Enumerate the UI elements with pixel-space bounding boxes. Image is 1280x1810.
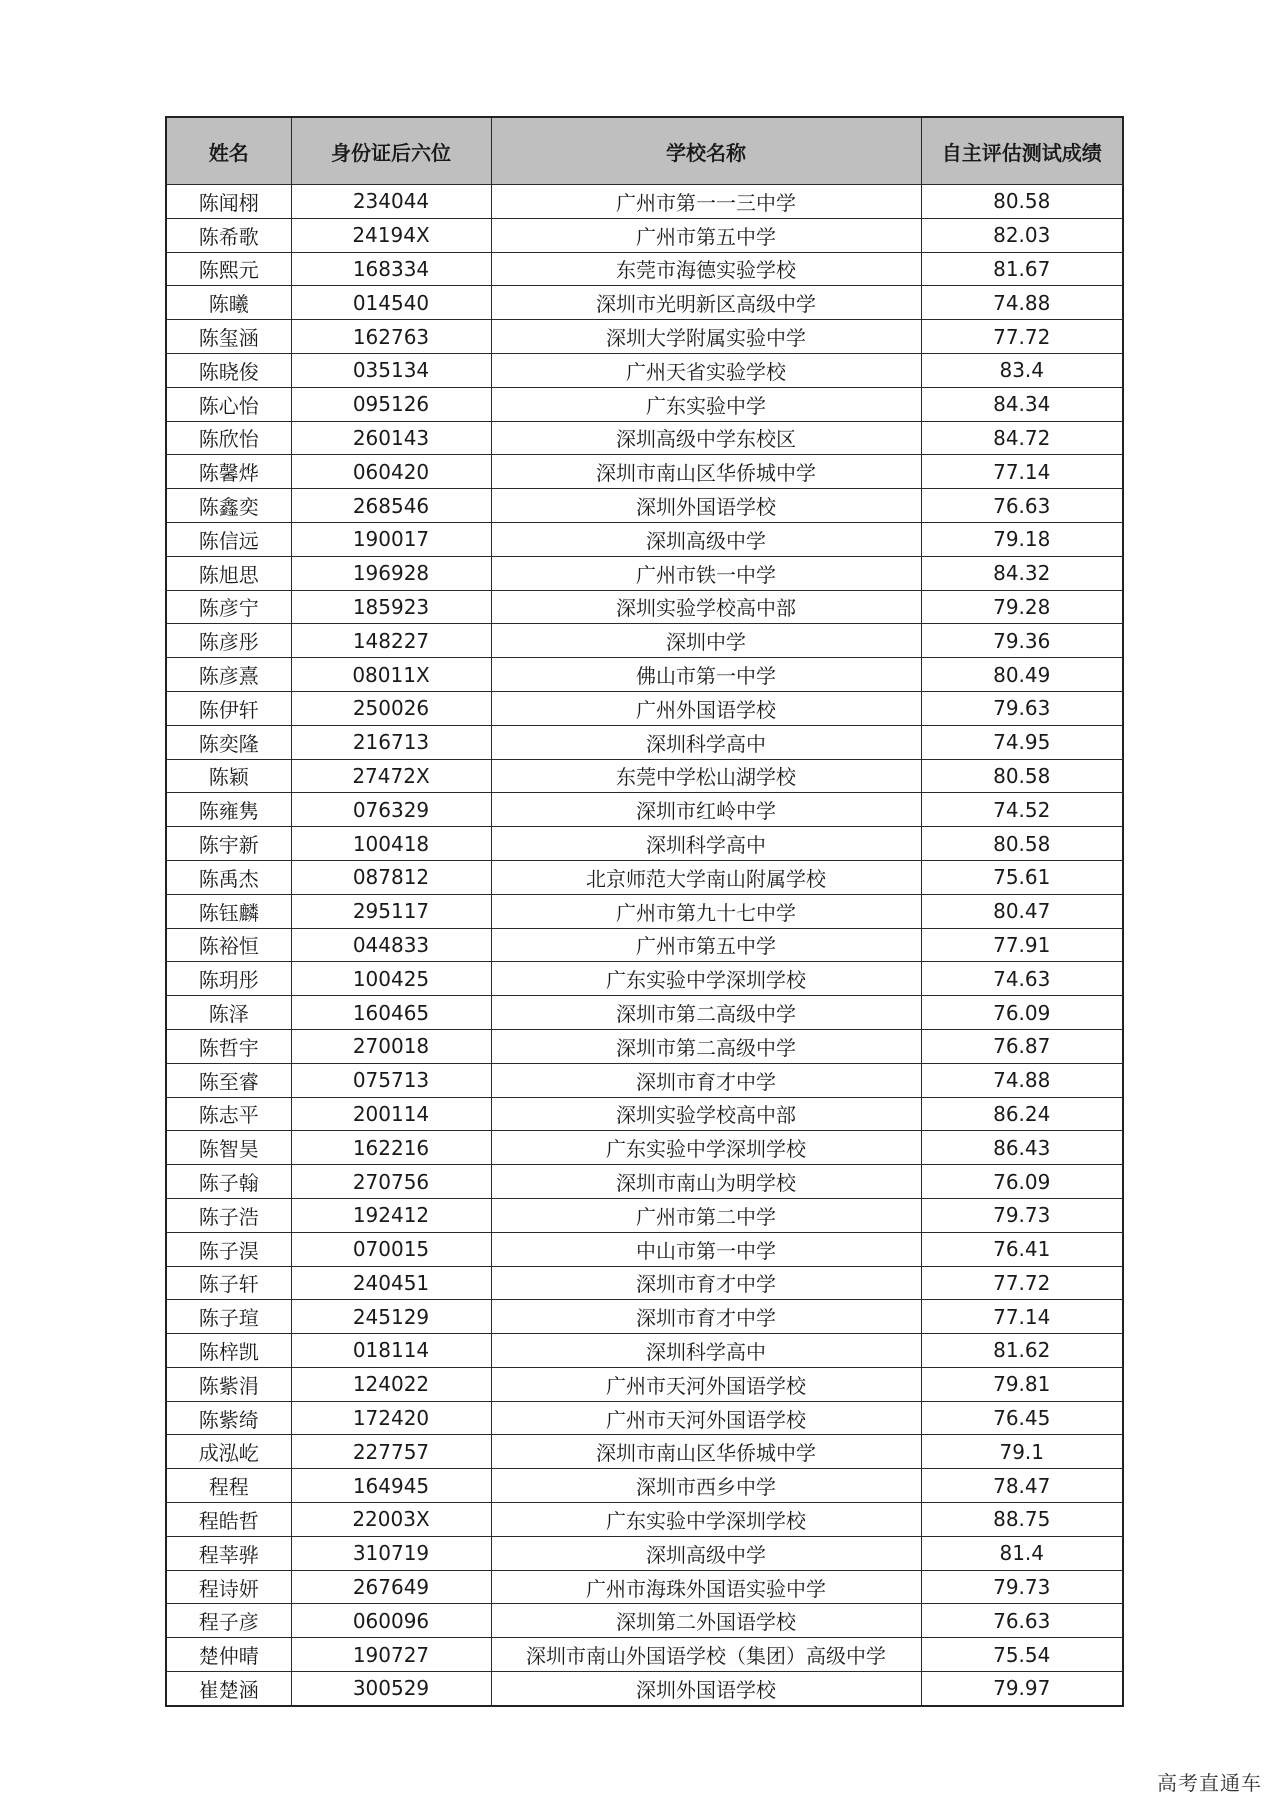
cell-name: 陈玥彤 (166, 962, 291, 996)
cell-score: 79.81 (921, 1367, 1123, 1401)
table-row (166, 522, 1123, 556)
cell-score: 81.67 (921, 252, 1123, 286)
cell-school: 广州外国语学校 (491, 691, 921, 725)
cell-school: 广东实验中学深圳学校 (491, 962, 921, 996)
cell-id-last6: 070015 (291, 1232, 491, 1266)
cell-score: 79.36 (921, 624, 1123, 658)
header-id-last6: 身份证后六位 (291, 117, 491, 185)
cell-id-last6: 100418 (291, 827, 491, 861)
cell-score: 75.61 (921, 860, 1123, 894)
cell-id-last6: 164945 (291, 1469, 491, 1503)
cell-name: 程莘骅 (166, 1536, 291, 1570)
table-row (166, 1638, 1123, 1672)
cell-id-last6: 076329 (291, 793, 491, 827)
table-row (166, 725, 1123, 759)
table-row (166, 928, 1123, 962)
cell-score: 79.73 (921, 1198, 1123, 1232)
cell-id-last6: 018114 (291, 1334, 491, 1368)
cell-name: 陈旭思 (166, 556, 291, 590)
table-row (166, 218, 1123, 252)
cell-id-last6: 245129 (291, 1300, 491, 1334)
cell-score: 81.62 (921, 1334, 1123, 1368)
table-row (166, 252, 1123, 286)
cell-name: 陈子瑄 (166, 1300, 291, 1334)
cell-id-last6: 295117 (291, 894, 491, 928)
cell-id-last6: 060420 (291, 455, 491, 489)
cell-id-last6: 087812 (291, 860, 491, 894)
cell-school: 广州市第五中学 (491, 218, 921, 252)
cell-id-last6: 270756 (291, 1165, 491, 1199)
cell-id-last6: 268546 (291, 489, 491, 523)
cell-id-last6: 216713 (291, 725, 491, 759)
table-row (166, 624, 1123, 658)
cell-score: 76.45 (921, 1401, 1123, 1435)
cell-score: 75.54 (921, 1638, 1123, 1672)
cell-school: 东莞市海德实验学校 (491, 252, 921, 286)
cell-name: 陈裕恒 (166, 928, 291, 962)
cell-name: 陈闻栩 (166, 185, 291, 219)
cell-id-last6: 014540 (291, 286, 491, 320)
cell-school: 广州天省实验学校 (491, 353, 921, 387)
cell-school: 深圳市育才中学 (491, 1300, 921, 1334)
cell-school: 广州市第九十七中学 (491, 894, 921, 928)
cell-score: 79.28 (921, 590, 1123, 624)
cell-school: 深圳高级中学 (491, 522, 921, 556)
cell-school: 深圳市南山为明学校 (491, 1165, 921, 1199)
cell-name: 陈彦宁 (166, 590, 291, 624)
cell-name: 陈心怡 (166, 387, 291, 421)
table-row (166, 1165, 1123, 1199)
cell-school: 广东实验中学 (491, 387, 921, 421)
table-header (166, 117, 1123, 185)
table-row (166, 691, 1123, 725)
cell-school: 深圳科学高中 (491, 725, 921, 759)
cell-id-last6: 270018 (291, 1029, 491, 1063)
cell-id-last6: 250026 (291, 691, 491, 725)
cell-school: 中山市第一中学 (491, 1232, 921, 1266)
cell-name: 陈钰麟 (166, 894, 291, 928)
cell-id-last6: 240451 (291, 1266, 491, 1300)
table-row (166, 1367, 1123, 1401)
cell-name: 陈子淏 (166, 1232, 291, 1266)
cell-name: 程子彦 (166, 1604, 291, 1638)
cell-school: 广州市第五中学 (491, 928, 921, 962)
cell-id-last6: 044833 (291, 928, 491, 962)
cell-id-last6: 168334 (291, 252, 491, 286)
cell-name: 陈紫涓 (166, 1367, 291, 1401)
cell-name: 陈彦熹 (166, 658, 291, 692)
cell-school: 深圳高级中学东校区 (491, 421, 921, 455)
cell-name: 陈哲宇 (166, 1029, 291, 1063)
cell-score: 79.73 (921, 1570, 1123, 1604)
cell-id-last6: 190727 (291, 1638, 491, 1672)
cell-id-last6: 035134 (291, 353, 491, 387)
table-row (166, 1503, 1123, 1537)
cell-name: 陈曦 (166, 286, 291, 320)
cell-school: 广州市第二中学 (491, 1198, 921, 1232)
table-row (166, 421, 1123, 455)
cell-score: 77.14 (921, 455, 1123, 489)
cell-school: 深圳外国语学校 (491, 489, 921, 523)
cell-score: 76.09 (921, 1165, 1123, 1199)
cell-name: 陈伊轩 (166, 691, 291, 725)
table-row (166, 1672, 1123, 1706)
cell-id-last6: 172420 (291, 1401, 491, 1435)
cell-name: 陈鑫奕 (166, 489, 291, 523)
cell-name: 陈紫绮 (166, 1401, 291, 1435)
cell-school: 深圳市南山区华侨城中学 (491, 1435, 921, 1469)
cell-name: 陈梓凯 (166, 1334, 291, 1368)
header-score: 自主评估测试成绩 (921, 117, 1123, 185)
table-row (166, 658, 1123, 692)
table-row (166, 590, 1123, 624)
cell-name: 陈玺涵 (166, 320, 291, 354)
cell-id-last6: 148227 (291, 624, 491, 658)
cell-score: 82.03 (921, 218, 1123, 252)
cell-name: 陈奕隆 (166, 725, 291, 759)
cell-school: 深圳市南山外国语学校（集团）高级中学 (491, 1638, 921, 1672)
cell-id-last6: 200114 (291, 1097, 491, 1131)
cell-score: 79.63 (921, 691, 1123, 725)
table-row (166, 320, 1123, 354)
cell-school: 深圳市育才中学 (491, 1266, 921, 1300)
cell-school: 广州市天河外国语学校 (491, 1367, 921, 1401)
cell-school: 深圳高级中学 (491, 1536, 921, 1570)
cell-score: 78.47 (921, 1469, 1123, 1503)
cell-school: 广东实验中学深圳学校 (491, 1131, 921, 1165)
score-table (165, 116, 1124, 1707)
cell-id-last6: 234044 (291, 185, 491, 219)
table-row (166, 759, 1123, 793)
cell-school: 深圳实验学校高中部 (491, 1097, 921, 1131)
cell-id-last6: 196928 (291, 556, 491, 590)
table-row (166, 489, 1123, 523)
cell-school: 深圳科学高中 (491, 1334, 921, 1368)
table-row (166, 1232, 1123, 1266)
cell-name: 陈颖 (166, 759, 291, 793)
table-row (166, 455, 1123, 489)
table-row (166, 556, 1123, 590)
table-row (166, 1029, 1123, 1063)
table-row (166, 353, 1123, 387)
table-row (166, 1401, 1123, 1435)
cell-school: 深圳实验学校高中部 (491, 590, 921, 624)
table-row (166, 962, 1123, 996)
cell-score: 74.95 (921, 725, 1123, 759)
cell-name: 陈熙元 (166, 252, 291, 286)
cell-name: 陈希歌 (166, 218, 291, 252)
table-row (166, 793, 1123, 827)
table-row (166, 1570, 1123, 1604)
cell-score: 77.72 (921, 1266, 1123, 1300)
cell-name: 崔楚涵 (166, 1672, 291, 1706)
cell-score: 80.47 (921, 894, 1123, 928)
cell-id-last6: 190017 (291, 522, 491, 556)
cell-school: 北京师范大学南山附属学校 (491, 860, 921, 894)
cell-school: 深圳市南山区华侨城中学 (491, 455, 921, 489)
cell-score: 80.58 (921, 827, 1123, 861)
cell-id-last6: 267649 (291, 1570, 491, 1604)
cell-name: 陈馨烨 (166, 455, 291, 489)
cell-id-last6: 310719 (291, 1536, 491, 1570)
cell-score: 74.88 (921, 286, 1123, 320)
cell-id-last6: 260143 (291, 421, 491, 455)
table-row (166, 1300, 1123, 1334)
cell-name: 陈志平 (166, 1097, 291, 1131)
cell-name: 程皓哲 (166, 1503, 291, 1537)
cell-school: 深圳市红岭中学 (491, 793, 921, 827)
cell-school: 深圳市第二高级中学 (491, 1029, 921, 1063)
cell-score: 80.58 (921, 185, 1123, 219)
table-row (166, 1435, 1123, 1469)
table-row (166, 827, 1123, 861)
cell-score: 77.91 (921, 928, 1123, 962)
cell-id-last6: 095126 (291, 387, 491, 421)
cell-id-last6: 124022 (291, 1367, 491, 1401)
cell-school: 深圳市西乡中学 (491, 1469, 921, 1503)
cell-school: 深圳第二外国语学校 (491, 1604, 921, 1638)
cell-score: 79.97 (921, 1672, 1123, 1706)
cell-score: 80.49 (921, 658, 1123, 692)
cell-school: 东莞中学松山湖学校 (491, 759, 921, 793)
table-row (166, 387, 1123, 421)
table-row (166, 1536, 1123, 1570)
cell-name: 陈子轩 (166, 1266, 291, 1300)
table-row (166, 1334, 1123, 1368)
cell-id-last6: 160465 (291, 996, 491, 1030)
cell-school: 深圳大学附属实验中学 (491, 320, 921, 354)
cell-id-last6: 192412 (291, 1198, 491, 1232)
table-row (166, 1266, 1123, 1300)
cell-score: 80.58 (921, 759, 1123, 793)
cell-name: 陈子翰 (166, 1165, 291, 1199)
cell-id-last6: 27472X (291, 759, 491, 793)
cell-id-last6: 24194X (291, 218, 491, 252)
cell-name: 程诗妍 (166, 1570, 291, 1604)
table-row (166, 1198, 1123, 1232)
cell-id-last6: 300529 (291, 1672, 491, 1706)
cell-name: 陈彦彤 (166, 624, 291, 658)
cell-name: 陈晓俊 (166, 353, 291, 387)
cell-id-last6: 162763 (291, 320, 491, 354)
cell-name: 楚仲晴 (166, 1638, 291, 1672)
cell-score: 81.4 (921, 1536, 1123, 1570)
table-row (166, 894, 1123, 928)
cell-id-last6: 162216 (291, 1131, 491, 1165)
cell-score: 84.32 (921, 556, 1123, 590)
cell-school: 广州市铁一中学 (491, 556, 921, 590)
cell-score: 86.24 (921, 1097, 1123, 1131)
cell-score: 76.41 (921, 1232, 1123, 1266)
cell-score: 77.14 (921, 1300, 1123, 1334)
cell-score: 88.75 (921, 1503, 1123, 1537)
cell-id-last6: 22003X (291, 1503, 491, 1537)
cell-school: 广州市第一一三中学 (491, 185, 921, 219)
cell-score: 83.4 (921, 353, 1123, 387)
cell-school: 深圳市第二高级中学 (491, 996, 921, 1030)
cell-id-last6: 075713 (291, 1063, 491, 1097)
cell-id-last6: 060096 (291, 1604, 491, 1638)
cell-school: 深圳中学 (491, 624, 921, 658)
cell-score: 76.63 (921, 489, 1123, 523)
cell-name: 程程 (166, 1469, 291, 1503)
cell-school: 佛山市第一中学 (491, 658, 921, 692)
cell-score: 84.72 (921, 421, 1123, 455)
cell-id-last6: 08011X (291, 658, 491, 692)
cell-school: 深圳市育才中学 (491, 1063, 921, 1097)
score-sheet (165, 116, 1122, 1707)
cell-id-last6: 227757 (291, 1435, 491, 1469)
table-row (166, 185, 1123, 219)
cell-name: 陈雍隽 (166, 793, 291, 827)
cell-name: 陈智昊 (166, 1131, 291, 1165)
cell-score: 74.63 (921, 962, 1123, 996)
table-row (166, 1131, 1123, 1165)
cell-school: 广州市海珠外国语实验中学 (491, 1570, 921, 1604)
cell-name: 陈信远 (166, 522, 291, 556)
cell-name: 成泓屹 (166, 1435, 291, 1469)
cell-name: 陈至睿 (166, 1063, 291, 1097)
table-row (166, 996, 1123, 1030)
table-row (166, 1097, 1123, 1131)
cell-name: 陈泽 (166, 996, 291, 1030)
table-row (166, 1469, 1123, 1503)
cell-name: 陈宇新 (166, 827, 291, 861)
table-row (166, 1604, 1123, 1638)
cell-score: 76.63 (921, 1604, 1123, 1638)
cell-school: 广东实验中学深圳学校 (491, 1503, 921, 1537)
cell-name: 陈欣怡 (166, 421, 291, 455)
cell-score: 79.1 (921, 1435, 1123, 1469)
cell-id-last6: 100425 (291, 962, 491, 996)
cell-score: 86.43 (921, 1131, 1123, 1165)
cell-name: 陈禹杰 (166, 860, 291, 894)
watermark-text: 高考直通车 (1157, 1771, 1262, 1795)
header-name: 姓名 (166, 117, 291, 185)
header-school: 学校名称 (491, 117, 921, 185)
cell-score: 77.72 (921, 320, 1123, 354)
cell-score: 76.09 (921, 996, 1123, 1030)
cell-score: 84.34 (921, 387, 1123, 421)
cell-school: 深圳外国语学校 (491, 1672, 921, 1706)
table-row (166, 286, 1123, 320)
cell-score: 74.52 (921, 793, 1123, 827)
cell-score: 79.18 (921, 522, 1123, 556)
header-row (166, 117, 1123, 185)
table-row (166, 1063, 1123, 1097)
cell-school: 深圳科学高中 (491, 827, 921, 861)
table-body (166, 185, 1123, 1706)
cell-id-last6: 185923 (291, 590, 491, 624)
cell-score: 76.87 (921, 1029, 1123, 1063)
cell-school: 广州市天河外国语学校 (491, 1401, 921, 1435)
cell-score: 74.88 (921, 1063, 1123, 1097)
cell-name: 陈子浩 (166, 1198, 291, 1232)
cell-school: 深圳市光明新区高级中学 (491, 286, 921, 320)
table-row (166, 860, 1123, 894)
